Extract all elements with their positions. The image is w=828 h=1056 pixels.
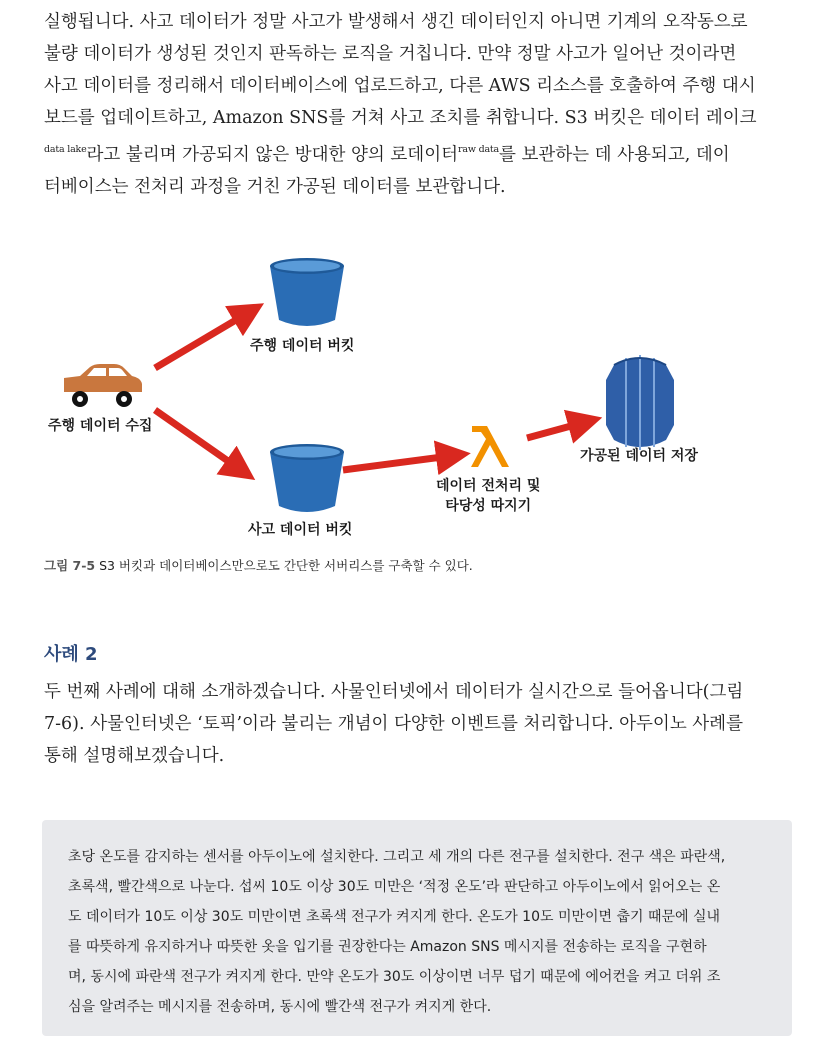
label-accident-bucket: 사고 데이터 버킷	[248, 522, 353, 538]
diagram-graphics	[0, 240, 828, 560]
label-lambda	[436, 476, 540, 516]
body-line: 두 번째 사례에 대해 소개하겠습니다. 사물인터넷에서 데이터가 실시간으로 들어옵니다(그림	[44, 682, 744, 702]
car-icon	[64, 364, 142, 407]
intro-paragraph	[44, 6, 792, 203]
intro-line: 실행됩니다. 사고 데이터가 정말 사고가 발생해서 생긴 데이터인지 아니면 기계의 오작동으로	[44, 12, 748, 32]
note-line: 초당 온도를 감지하는 센서를 아두이노에 설치한다. 그리고 세 개의 다른 전구를 설치한다. 전구 색은 파란색,	[68, 849, 726, 865]
body-line: 7-6). 사물인터넷은 ‘토픽’이라 불리는 개념이 다양한 이벤트를 처리합니다. 아두이노 사례를	[44, 714, 743, 734]
intro-text: 를 보관하는 데 사용되고, 데이	[499, 145, 730, 165]
intro-line: 사고 데이터를 정리해서 데이터베이스에 업로드하고, 다른 AWS 리소스를 호출하여 주행 대시	[44, 76, 756, 96]
figure-caption	[44, 556, 473, 574]
arrow-car-to-drive-bucket	[155, 314, 246, 368]
note-text	[68, 842, 778, 1022]
lambda-icon	[471, 426, 509, 467]
note-line: 초록색, 빨간색으로 나눈다. 섭씨 10도 이상 30도 미만은 ‘적정 온도’라 판단하고 아두이노에서 읽어오는 온	[68, 879, 721, 895]
drive-bucket-icon	[270, 258, 344, 326]
note-line: 심을 알려주는 메시지를 전송하며, 동시에 빨간색 전구가 켜지게 한다.	[68, 999, 492, 1015]
figure-number: 그림 7-5	[44, 558, 96, 573]
body-paragraph	[44, 676, 792, 772]
section-title: 사례 2	[44, 644, 98, 665]
architecture-diagram	[0, 240, 828, 560]
intro-line: 보드를 업데이트하고, Amazon SNS를 거쳐 사고 조치를 취합니다. S3 버킷은 데이터 레이크	[44, 108, 757, 128]
superscript-raw-data: raw data	[458, 144, 499, 155]
note-box	[42, 820, 792, 1036]
note-line: 도 데이터가 10도 이상 30도 미만이면 초록색 전구가 켜지게 한다. 온도가 10도 미만이면 춥기 때문에 실내	[68, 909, 721, 925]
arrow-bucket-to-lambda	[343, 456, 450, 470]
label-drive-bucket: 주행 데이터 버킷	[250, 338, 355, 354]
arrow-car-to-accident-bucket	[155, 410, 238, 468]
note-line: 를 따뜻하게 유지하거나 따뜻한 옷을 입기를 권장한다는 Amazon SNS 메시지를 전송하는 로직을 구현하	[68, 939, 707, 955]
intro-line: 불량 데이터가 생성된 것인지 판독하는 로직을 거칩니다. 만약 정말 사고가 일어난 것이라면	[44, 44, 737, 64]
accident-bucket-icon	[270, 444, 344, 512]
body-line: 통해 설명해보겠습니다.	[44, 746, 225, 766]
superscript-data-lake: data lake	[44, 144, 87, 155]
note-line: 며, 동시에 파란색 전구가 켜지게 한다. 만약 온도가 30도 이상이면 너무 덥기 때문에 에어컨을 켜고 더위 조	[68, 969, 721, 985]
label-lambda-line2: 타당성 따지기	[445, 498, 532, 514]
intro-line: 터베이스는 전처리 과정을 거친 가공된 데이터를 보관합니다.	[44, 177, 506, 197]
intro-text: 라고 불리며 가공되지 않은 방대한 양의 로데이터	[86, 145, 459, 165]
label-database: 가공된 데이터 저장	[580, 448, 698, 464]
caption-text: S3 버킷과 데이터베이스만으로도 간단한 서버리스를 구축할 수 있다.	[95, 558, 473, 573]
database-icon	[606, 355, 674, 450]
arrow-lambda-to-database	[527, 423, 582, 438]
intro-line	[44, 134, 792, 171]
label-car: 주행 데이터 수집	[48, 418, 153, 434]
label-lambda-line1: 데이터 전처리 및	[436, 478, 541, 494]
